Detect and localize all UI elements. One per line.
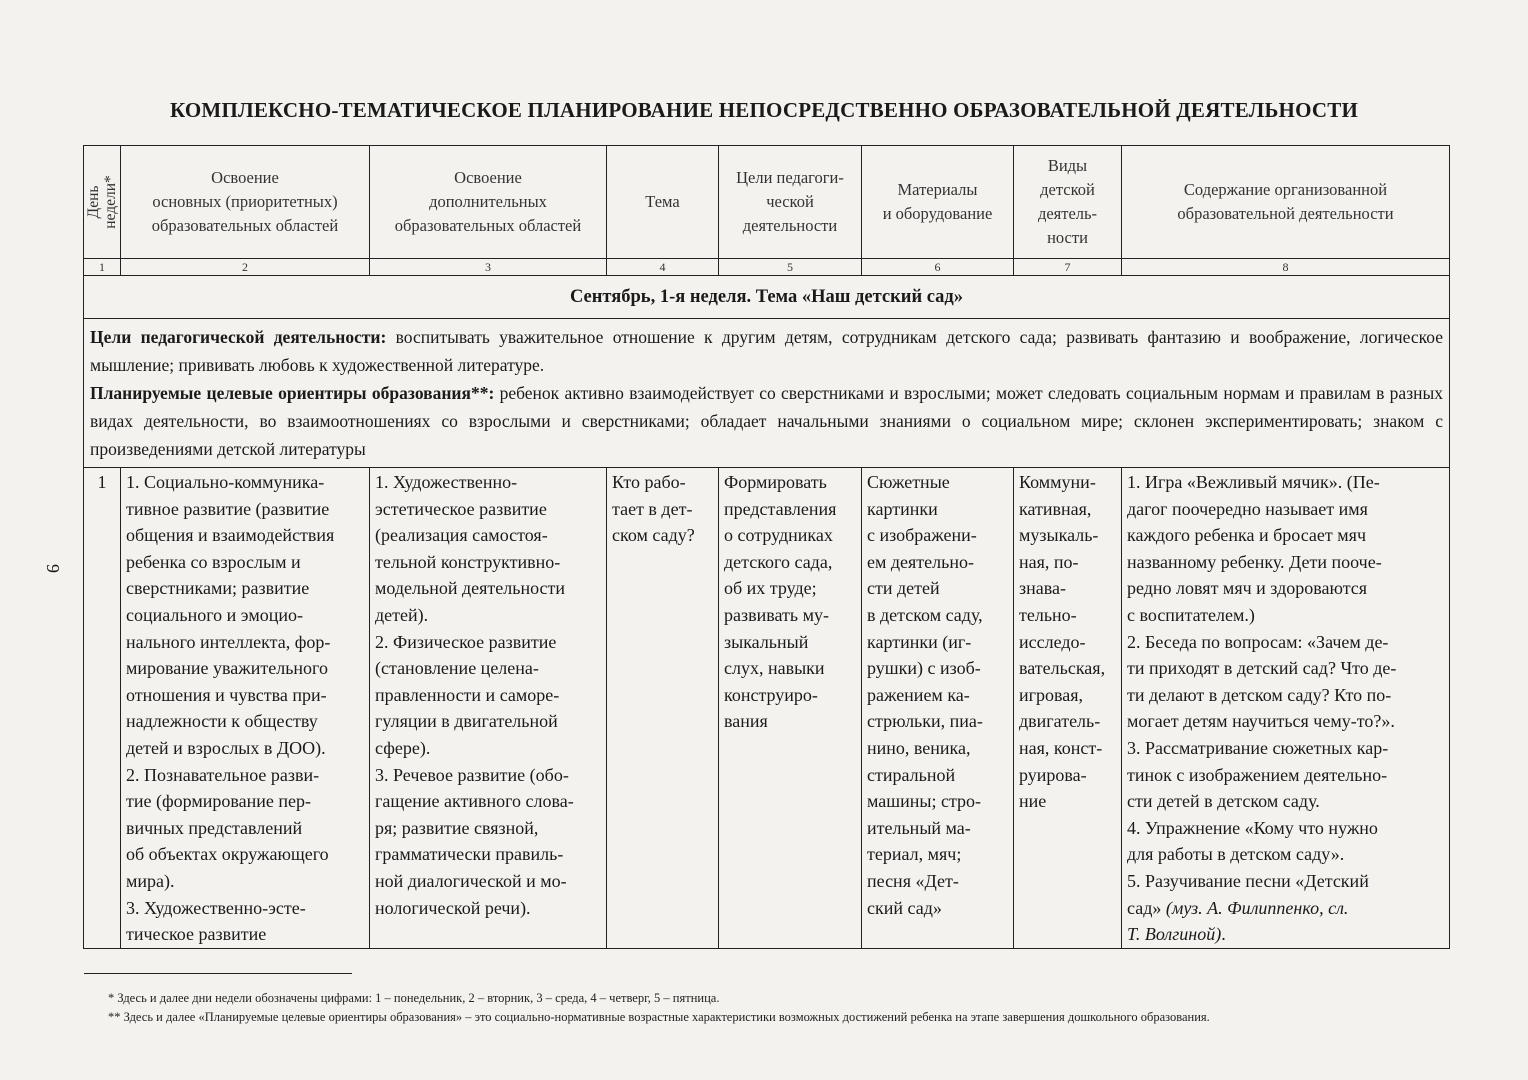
column-number-row <box>84 259 1450 276</box>
header-materials: Материалы и оборудование <box>862 146 1014 259</box>
column-number: 4 <box>607 259 719 276</box>
cell-line: Сюжетные <box>867 472 950 492</box>
cell-line: 4. Упражнение «Кому что нужно <box>1127 817 1378 838</box>
cell-line: ребенка со взрослым и <box>126 551 301 572</box>
cell-line: сти детей <box>867 578 940 599</box>
targets-text: ребенок активно взаимодействует со сверстниками и взрослыми; может следовать социальным нормам и правилам в разных видах деятельности, во взаимоотношениях со взрослыми и сверстниками; обладает начальными знаниями о социальном мире; склонен экспериментировать; знаком с произведениями детской литературы <box>90 383 1443 459</box>
goals-row <box>84 319 1450 468</box>
page-title: КОМПЛЕКСНО-ТЕМАТИЧЕСКОЕ ПЛАНИРОВАНИЕ НЕПОСРЕДСТВЕННО ОБРАЗОВАТЕЛЬНОЙ ДЕЯТЕЛЬНОСТИ <box>169 98 1358 122</box>
cell-line: 1. Игра «Вежливый мячик». (Пе- <box>1127 472 1380 492</box>
cell-line: кативная, <box>1019 498 1092 519</box>
cell-line: музыкаль- <box>1019 525 1099 546</box>
cell-line: нино, веника, <box>867 737 971 758</box>
column-number: 8 <box>1122 259 1450 276</box>
cell-line: вания <box>724 711 768 732</box>
cell-line: развивать му- <box>724 604 829 625</box>
cell-line: сти детей в детском саду. <box>1127 791 1320 812</box>
cell-line: териал, мяч; <box>867 844 962 865</box>
header-goals: Цели педагоги- ческой деятельности <box>719 146 862 259</box>
goals-cell <box>719 468 862 949</box>
cell-line: представления <box>724 498 837 519</box>
cell-line: грамматически правиль- <box>375 844 564 865</box>
theme-cell <box>607 468 719 949</box>
cell-line: рушки) с изоб- <box>867 658 981 679</box>
cell-line: дагог поочередно называет имя <box>1127 498 1368 519</box>
column-number: 6 <box>862 259 1014 276</box>
cell-line: 1. Социально-коммуника- <box>126 472 325 492</box>
cell-line: (реализация самостоя- <box>375 525 548 546</box>
cell-line: тельной конструктивно- <box>375 551 561 572</box>
cell-line: тельно- <box>1019 604 1077 625</box>
cell-line: гащение активного слова- <box>375 791 574 812</box>
content-lines <box>1127 469 1445 895</box>
cell-line: ние <box>1019 791 1047 812</box>
column-number: 1 <box>84 259 121 276</box>
cell-line: игровая, <box>1019 684 1084 705</box>
cell-line: социального и эмоцио- <box>126 604 304 625</box>
cell-line: об объектах окружающего <box>126 844 329 865</box>
goals-paragraph <box>90 323 1443 379</box>
cell-line: тивное развитие (развитие <box>126 498 330 519</box>
cell-line: (становление целена- <box>375 658 539 679</box>
cell-line: ной диалогической и мо- <box>375 870 567 891</box>
planning-table <box>83 145 1450 949</box>
header-day: День недели* <box>84 146 121 259</box>
cell-line: эстетическое развитие <box>375 498 547 519</box>
cell-line: ря; развитие связной, <box>375 817 539 838</box>
cell-line: стиральной <box>867 764 956 785</box>
content-song-credit: сад» (муз. А. Филиппенко, сл. <box>1127 897 1349 918</box>
cell-line: тие (формирование пер- <box>126 791 312 812</box>
header-main-areas: Освоение основных (приоритетных) образовательных областей <box>121 146 370 259</box>
cell-line: 2. Физическое развитие <box>375 631 557 652</box>
content-cell <box>1122 468 1450 949</box>
cell-line: ная, по- <box>1019 551 1079 572</box>
footnote-divider <box>84 973 352 974</box>
cell-line: стрюльки, пиа- <box>867 711 983 732</box>
cell-line: ский сад» <box>867 897 942 918</box>
header-row <box>84 146 1450 259</box>
cell-line: картинки <box>867 498 938 519</box>
cell-line: общения и взаимодействия <box>126 525 335 546</box>
cell-line: 3. Речевое развитие (обо- <box>375 764 569 785</box>
targets-paragraph <box>90 379 1443 463</box>
table-row <box>84 468 1450 949</box>
cell-line: с воспитателем.) <box>1127 604 1255 625</box>
content-song-credit-end: Т. Волгиной). <box>1127 924 1226 945</box>
header-theme: Тема <box>607 146 719 259</box>
cell-line: 2. Беседа по вопросам: «Зачем де- <box>1127 631 1389 652</box>
cell-line: тинок с изображением деятельно- <box>1127 764 1388 785</box>
cell-line: Кто рабо- <box>612 472 686 492</box>
cell-line: гуляции в двигательной <box>375 711 558 732</box>
cell-line: 2. Познавательное разви- <box>126 764 320 785</box>
cell-line: двигатель- <box>1019 711 1101 732</box>
cell-line: вичных представлений <box>126 817 303 838</box>
cell-line: 1. Художественно- <box>375 472 518 492</box>
cell-line: ти делают в детском саду? Кто по- <box>1127 684 1392 705</box>
cell-line: ти приходят в детский сад? Что де- <box>1127 658 1397 679</box>
cell-line: отношения и чувства при- <box>126 684 327 705</box>
column-number: 7 <box>1014 259 1122 276</box>
cell-line: зыкальный <box>724 631 809 652</box>
cell-line: песня «Дет- <box>867 870 959 891</box>
cell-line: 3. Рассматривание сюжетных кар- <box>1127 737 1389 758</box>
cell-line: Формировать <box>724 472 827 492</box>
cell-line: в детском саду, <box>867 604 983 625</box>
cell-line: исследо- <box>1019 631 1086 652</box>
week-title-row <box>84 276 1450 319</box>
cell-line: картинки (иг- <box>867 631 972 652</box>
cell-line: детей и взрослых в ДОО). <box>126 737 326 758</box>
cell-line: машины; стро- <box>867 791 982 812</box>
cell-line: знава- <box>1019 578 1066 599</box>
cell-line: о сотрудниках <box>724 525 833 546</box>
cell-line: мирование уважительного <box>126 658 328 679</box>
column-number: 2 <box>121 259 370 276</box>
extra-areas-cell <box>370 468 607 949</box>
footnote-2: ** Здесь и далее «Планируемые целевые ориентиры образования» – это социально-нормативные возрастные характеристики возможных достижений ребенка на этапе завершения дошкольного образования. <box>108 1010 1210 1024</box>
cell-line: ительный ма- <box>867 817 971 838</box>
cell-line: с изображени- <box>867 525 977 546</box>
cell-line: 5. Разучивание песни «Детский <box>1127 870 1369 891</box>
cell-line: слух, навыки <box>724 658 825 679</box>
cell-line: об их труде; <box>724 578 817 599</box>
week-title: Сентябрь, 1-я неделя. Тема «Наш детский сад» <box>84 276 1450 319</box>
footnote-1: * Здесь и далее дни недели обозначены цифрами: 1 – понедельник, 2 – вторник, 3 – среда, 4 – четверг, 5 – пятница. <box>108 991 720 1005</box>
cell-line: могает детям научиться чему-то?». <box>1127 711 1395 732</box>
targets-label: Планируемые целевые ориентиры образования**: <box>90 383 495 403</box>
column-number: 5 <box>719 259 862 276</box>
column-number: 3 <box>370 259 607 276</box>
cell-line: ем деятельно- <box>867 551 974 572</box>
cell-line: детского сада, <box>724 551 833 572</box>
goals-text: воспитывать уважительное отношение к другим детям, сотрудникам детского сада; развивать фантазию и воображение, логическое мышление; прививать любовь к художественной литературе. <box>90 327 1443 375</box>
cell-line: Коммуни- <box>1019 472 1096 492</box>
cell-line: для работы в детском саду». <box>1127 844 1345 865</box>
cell-line: ском саду? <box>612 525 695 546</box>
cell-line: сверстниками; развитие <box>126 578 310 599</box>
cell-line: нологической речи). <box>375 897 531 918</box>
cell-line: названному ребенку. Дети пооче- <box>1127 551 1382 572</box>
cell-line: нального интеллекта, фор- <box>126 631 331 652</box>
cell-line: 3. Художественно-эсте- <box>126 897 306 918</box>
cell-line: детей). <box>375 604 429 625</box>
cell-line: правленности и саморе- <box>375 684 560 705</box>
cell-line: руирова- <box>1019 764 1087 785</box>
cell-line: вательская, <box>1019 658 1106 679</box>
main-areas-cell <box>121 468 370 949</box>
cell-line: каждого ребенка и бросает мяч <box>1127 525 1367 546</box>
cell-line: надлежности к обществу <box>126 711 318 732</box>
header-activity-types: Виды детской деятель- ности <box>1014 146 1122 259</box>
materials-cell <box>862 468 1014 949</box>
cell-line: сфере). <box>375 737 431 758</box>
day-cell: 1 <box>84 468 121 949</box>
cell-line: конструиро- <box>724 684 818 705</box>
activity-types-cell <box>1014 468 1122 949</box>
cell-line: тает в дет- <box>612 498 693 519</box>
cell-line: модельной деятельности <box>375 578 566 599</box>
page-number: 9 <box>43 564 63 573</box>
header-extra-areas: Освоение дополнительных образовательных областей <box>370 146 607 259</box>
goals-label: Цели педагогической деятельности: <box>90 327 387 347</box>
header-content: Содержание организованной образовательной деятельности <box>1122 146 1450 259</box>
cell-line: мира). <box>126 870 175 891</box>
cell-line: ражением ка- <box>867 684 970 705</box>
cell-line: редно ловят мяч и здороваются <box>1127 578 1368 599</box>
cell-line: тическое развитие <box>126 924 267 945</box>
cell-line: ная, конст- <box>1019 737 1103 758</box>
